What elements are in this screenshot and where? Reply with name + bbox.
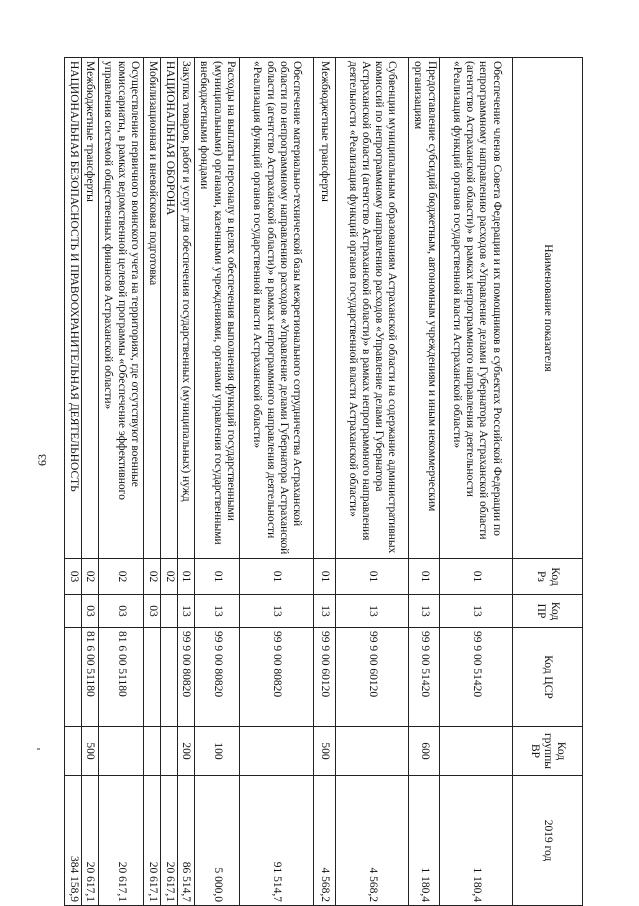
table-row <box>177 58 194 906</box>
cell-rz: 03 <box>65 559 82 595</box>
cell-rz: 01 <box>177 559 194 595</box>
cell-vr: 500 <box>313 727 335 776</box>
cell-rz: 02 <box>81 559 98 595</box>
cell-vr <box>240 727 314 776</box>
table-row <box>98 58 144 906</box>
cell-pr <box>161 595 178 628</box>
cell-year: 5 000,0 <box>194 776 240 906</box>
cell-pr <box>65 595 82 628</box>
cell-vr: 500 <box>81 727 98 776</box>
cell-csr: 99 9 00 51420 <box>440 628 513 727</box>
cell-vr: 200 <box>177 727 194 776</box>
cell-csr: 99 9 00 60120 <box>313 628 335 727</box>
budget-table <box>64 57 583 906</box>
cell-csr <box>161 628 178 727</box>
header-name: Наименование показателя <box>513 58 583 559</box>
cell-csr: 99 9 00 80820 <box>194 628 240 727</box>
cell-pr: 13 <box>240 595 314 628</box>
header-pr: Код ПР <box>513 595 583 628</box>
cell-rz: 01 <box>313 559 335 595</box>
cell-year: 20 617,1 <box>161 776 178 906</box>
cell-vr <box>65 727 82 776</box>
table-row <box>440 58 513 906</box>
table-row <box>313 58 335 906</box>
cell-csr: 99 9 00 80820 <box>177 628 194 727</box>
cell-csr: 99 9 00 51420 <box>409 628 440 727</box>
cell-rz: 01 <box>194 559 240 595</box>
scan-mark <box>37 748 40 750</box>
rotated-table-container <box>64 57 583 905</box>
cell-pr: 13 <box>313 595 335 628</box>
cell-name: Расходы на выплаты персоналу в целях обеспечения выполнения функций государственными (муниципальными) органами, казенными учреждениями, органами управления государственными внебюджетными фондами <box>194 58 240 559</box>
cell-year: 1 180,4 <box>440 776 513 906</box>
cell-name: Межбюджетные трансферты <box>81 58 98 559</box>
cell-csr: 81 6 00 51180 <box>81 628 98 727</box>
cell-csr: 99 9 00 60120 <box>335 628 409 727</box>
cell-year: 4 568,2 <box>313 776 335 906</box>
cell-name: НАЦИОНАЛЬНАЯ ОБОРОНА <box>161 58 178 559</box>
table-row <box>335 58 409 906</box>
header-rz: Код Рз <box>513 559 583 595</box>
table-header-row <box>513 58 583 906</box>
cell-year: 384 158,9 <box>65 776 82 906</box>
cell-csr: 81 6 00 51180 <box>98 628 144 727</box>
table-row <box>194 58 240 906</box>
cell-vr <box>440 727 513 776</box>
cell-pr: 13 <box>440 595 513 628</box>
cell-rz: 01 <box>440 559 513 595</box>
cell-rz: 02 <box>144 559 161 595</box>
cell-name: Осуществление первичного воинского учета на территориях, где отсутствуют военные комиссариаты, в рамках ведомственной целевой программы «Обеспечение эффективного управления системой общественных финансов Астраханской области» <box>98 58 144 559</box>
cell-vr <box>98 727 144 776</box>
cell-vr <box>335 727 409 776</box>
header-csr: Код ЦСР <box>513 628 583 727</box>
cell-year: 1 180,4 <box>409 776 440 906</box>
cell-pr: 03 <box>144 595 161 628</box>
cell-rz: 01 <box>409 559 440 595</box>
cell-year: 20 617,1 <box>98 776 144 906</box>
cell-vr <box>161 727 178 776</box>
cell-rz: 01 <box>240 559 314 595</box>
cell-name: Субвенции муниципальным образованиям Астраханской области на содержание административных комиссий по непрограммному направлению расходов «Управление делами Губернатора Астраханской области (агентство Астраханской области)» в рамках непрограммного направления деятельности «Реализация функций органов государственной власти Астраханской области» <box>335 58 409 559</box>
cell-pr: 13 <box>409 595 440 628</box>
cell-vr <box>144 727 161 776</box>
page-number: 63 <box>35 454 49 466</box>
cell-name: Межбюджетные трансферты <box>313 58 335 559</box>
cell-year: 20 617,1 <box>81 776 98 906</box>
cell-name: Предоставление субсидий бюджетным, автономным учреждениям и иным некоммерческим организациям <box>409 58 440 559</box>
cell-csr <box>144 628 161 727</box>
table-row <box>144 58 161 906</box>
cell-pr: 13 <box>177 595 194 628</box>
table-row <box>240 58 314 906</box>
cell-name: НАЦИОНАЛЬНАЯ БЕЗОПАСНОСТЬ И ПРАВООХРАНИТЕЛЬНАЯ ДЕЯТЕЛЬНОСТЬ <box>65 58 82 559</box>
table-row <box>409 58 440 906</box>
cell-vr: 600 <box>409 727 440 776</box>
table-row <box>161 58 178 906</box>
header-year: 2019 год <box>513 776 583 906</box>
cell-name: Обеспечение членов Совета Федерации и их помощников в субъектах Российской Федерации по непрограммному направлению расходов «Управление делами Губернатора Астраханской области (агентство Астраханской области)» в рамках непрограммного направления деятельности «Реализация функций органов государственной власти Астраханской области» <box>440 58 513 559</box>
cell-name: Обеспечение материально-технической базы межрегионального сотрудничества Астраханской области по непрограммному направлению расходов «Управление делами Губернатора Астраханской области (агентство Астраханской области)» в рамках непрограммного направления деятельности «Реализация функций органов государственной власти Астраханской области» <box>240 58 314 559</box>
cell-rz: 01 <box>335 559 409 595</box>
cell-vr: 100 <box>194 727 240 776</box>
cell-year: 91 514,7 <box>240 776 314 906</box>
cell-name: Закупка товаров, работ и услуг для обеспечения государственных (муниципальных) нужд <box>177 58 194 559</box>
cell-year: 20 617,1 <box>144 776 161 906</box>
header-vr: Код группы ВР <box>513 727 583 776</box>
table-row <box>81 58 98 906</box>
cell-rz: 02 <box>98 559 144 595</box>
cell-rz: 02 <box>161 559 178 595</box>
cell-year: 4 568,2 <box>335 776 409 906</box>
cell-pr: 13 <box>194 595 240 628</box>
cell-pr: 03 <box>98 595 144 628</box>
cell-csr <box>65 628 82 727</box>
cell-pr: 03 <box>81 595 98 628</box>
table-row <box>65 58 82 906</box>
cell-name: Мобилизационная и вневойсковая подготовка <box>144 58 161 559</box>
cell-csr: 99 9 00 80820 <box>240 628 314 727</box>
cell-year: 86 514,7 <box>177 776 194 906</box>
cell-pr: 13 <box>335 595 409 628</box>
